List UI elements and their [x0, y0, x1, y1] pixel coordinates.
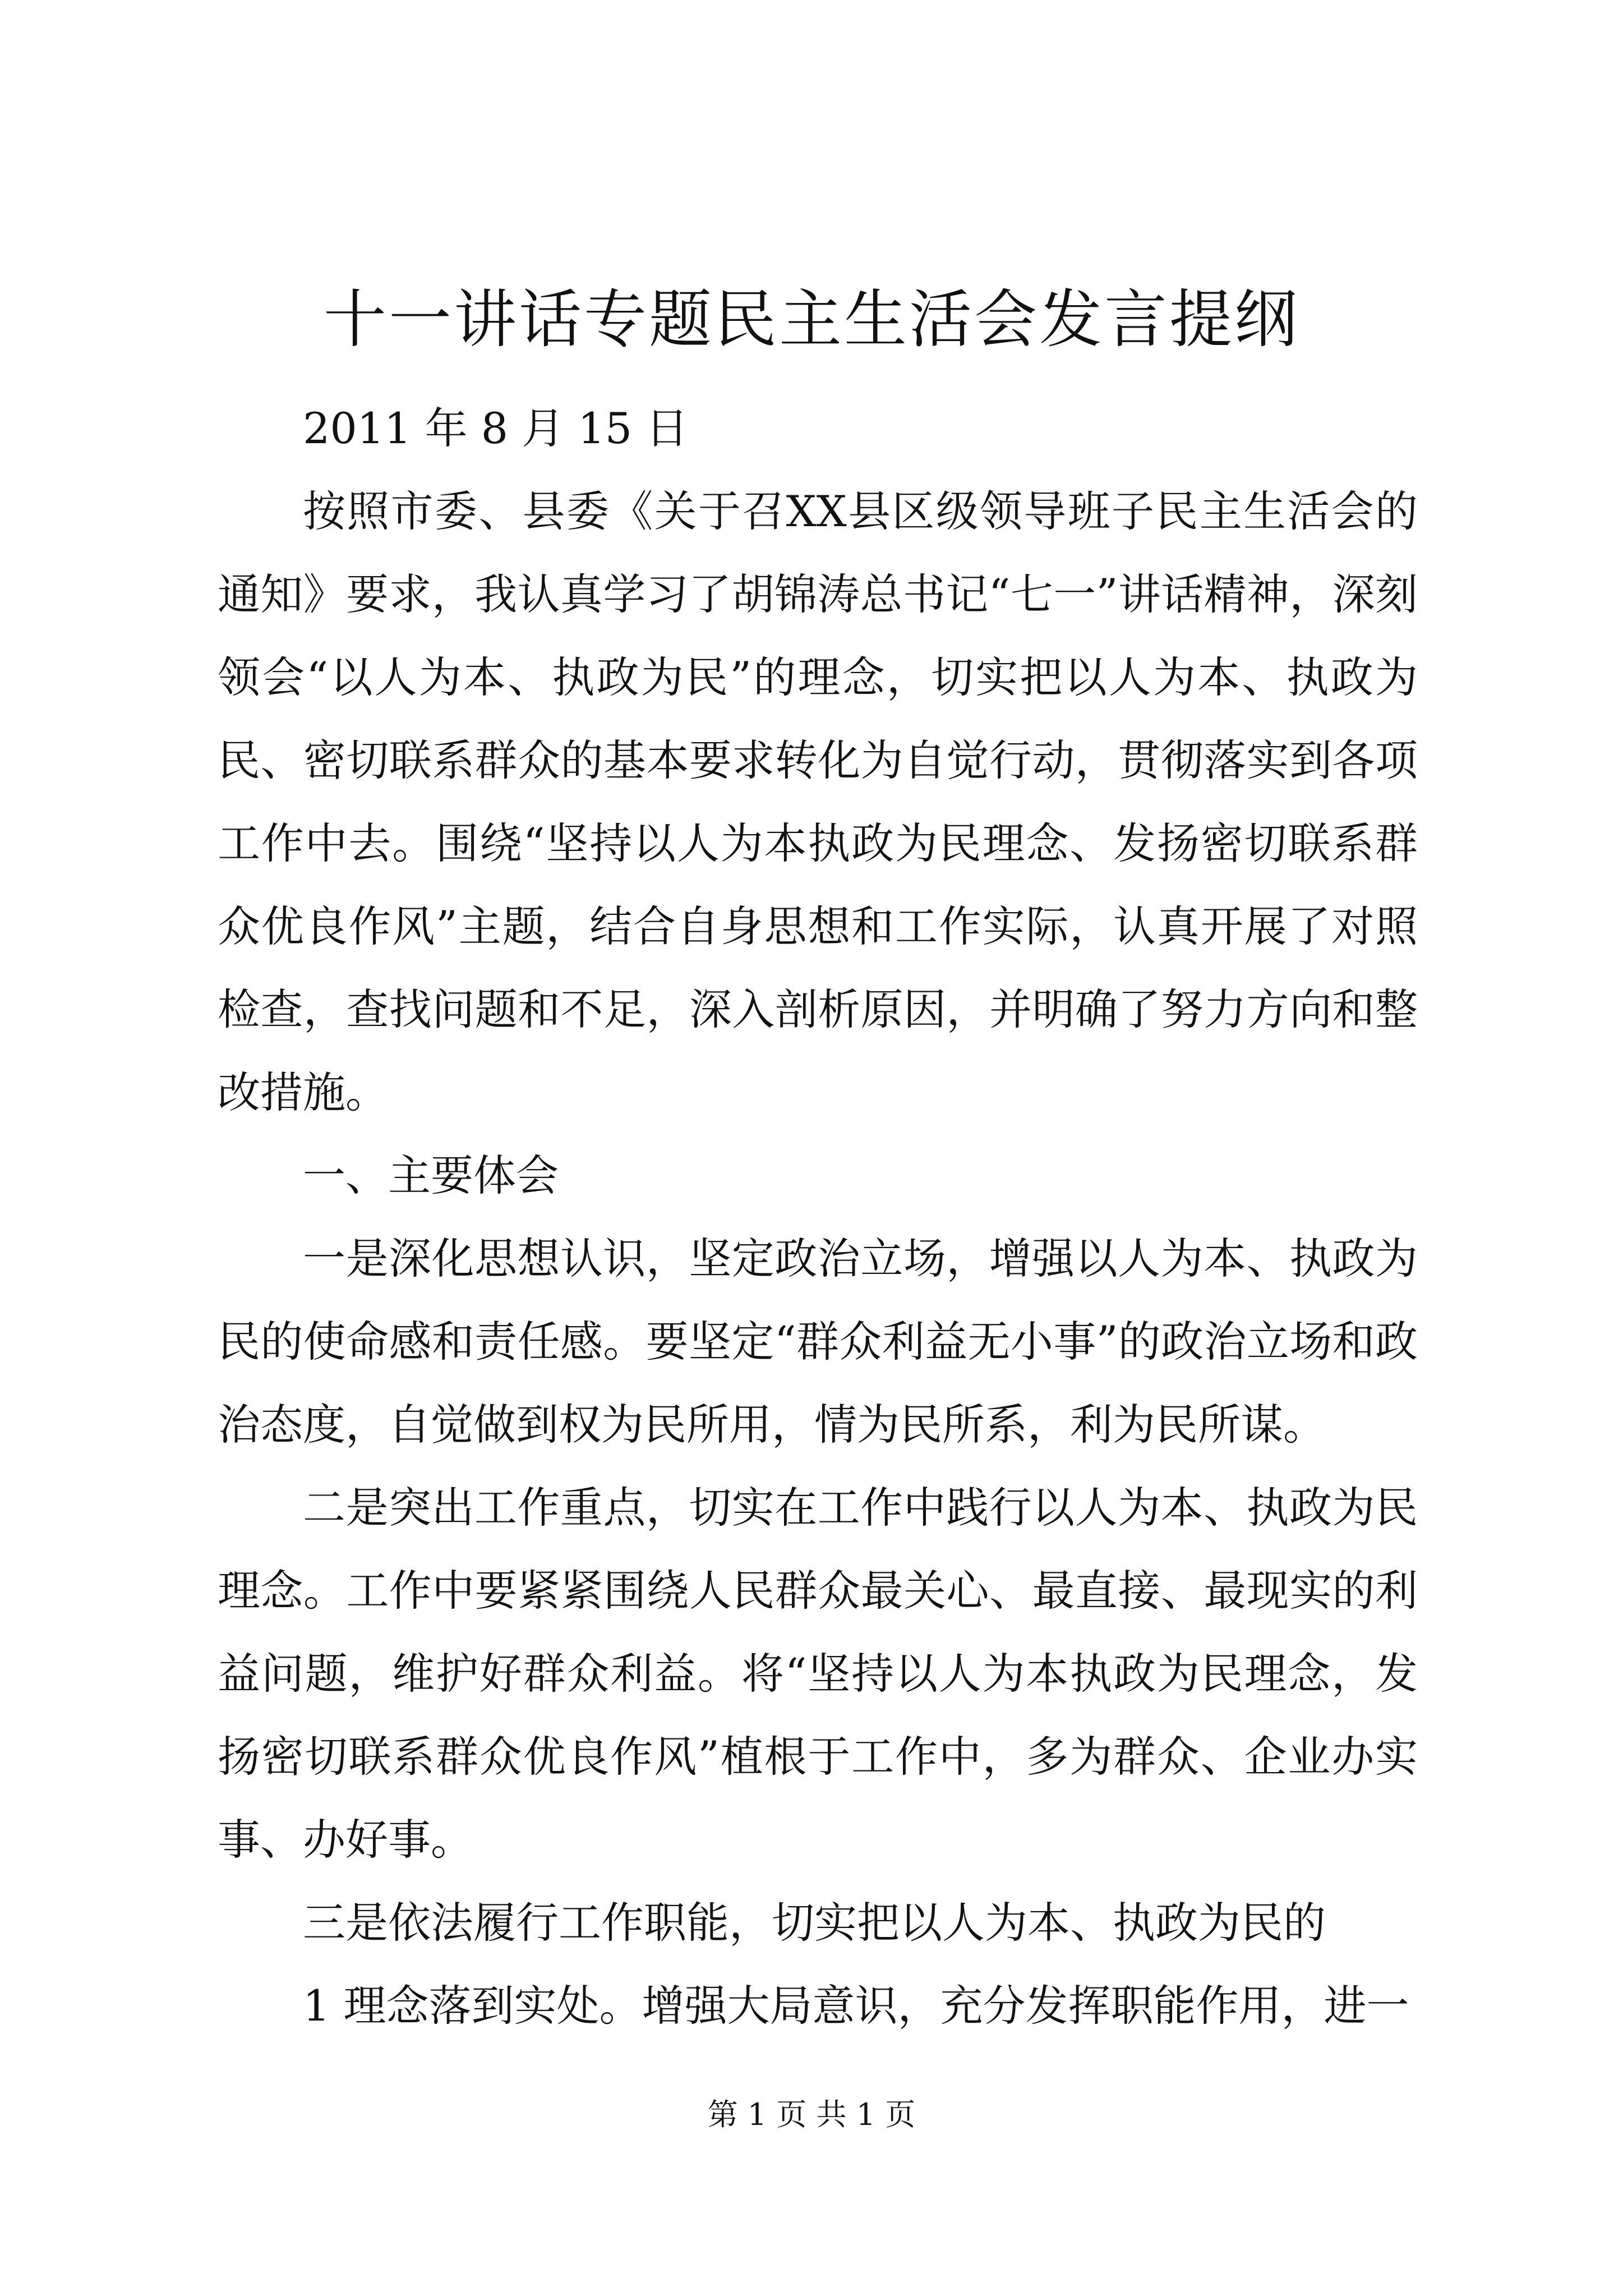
document-title: 十一讲话专题民主生活会发言提纲: [324, 283, 1299, 356]
paragraph-intro: 按照市委、县委《关于召XX县区级领导班子民主生活会的通知》要求，我认真学习了胡锦涛总书记“七一”讲话精神，深刻领会“以人为本、执政为民”的理念，切实把以人为本、执政为民、密切联系群众的基本要求转化为自觉行动，贯彻落实到各项工作中去。围绕“坚持以人为本执政为民理念、发扬密切联系群众优良作风”主题，结合自身思想和工作实际，认真开展了对照检查，查找问题和不足，深入剖析原因，并明确了努力方向和整改措施。: [218, 486, 1418, 1117]
paragraph-point-two: 二是突出工作重点，切实在工作中践行以人为本、执政为民理念。工作中要紧紧围绕人民群众最关心、最直接、最现实的利益问题，维护好群众利益。将“坚持以人为本执政为民理念，发扬密切联系群众优良作风”植根于工作中，多为群众、企业办实事、办好事。: [218, 1483, 1418, 1865]
document-date: 2011 年 8 月 15 日: [303, 403, 689, 453]
paragraph-continuation: 1 理念落到实处。增强大局意识，充分发挥职能作用，进一: [303, 1981, 1409, 2031]
document-body: [218, 387, 1418, 2047]
paragraph-point-three: 三是依法履行工作职能，切实把以人为本、执政为民的: [303, 1898, 1326, 1948]
page-number-footer: 第 1 页 共 1 页: [707, 2097, 916, 2132]
paragraph-point-one: 一是深化思想认识，坚定政治立场，增强以人为本、执政为民的使命感和责任感。要坚定“群众利益无小事”的政治立场和政治态度，自觉做到权为民所用，情为民所系，利为民所谋。: [218, 1234, 1418, 1450]
section-heading-main-experience: 一、主要体会: [303, 1151, 559, 1200]
